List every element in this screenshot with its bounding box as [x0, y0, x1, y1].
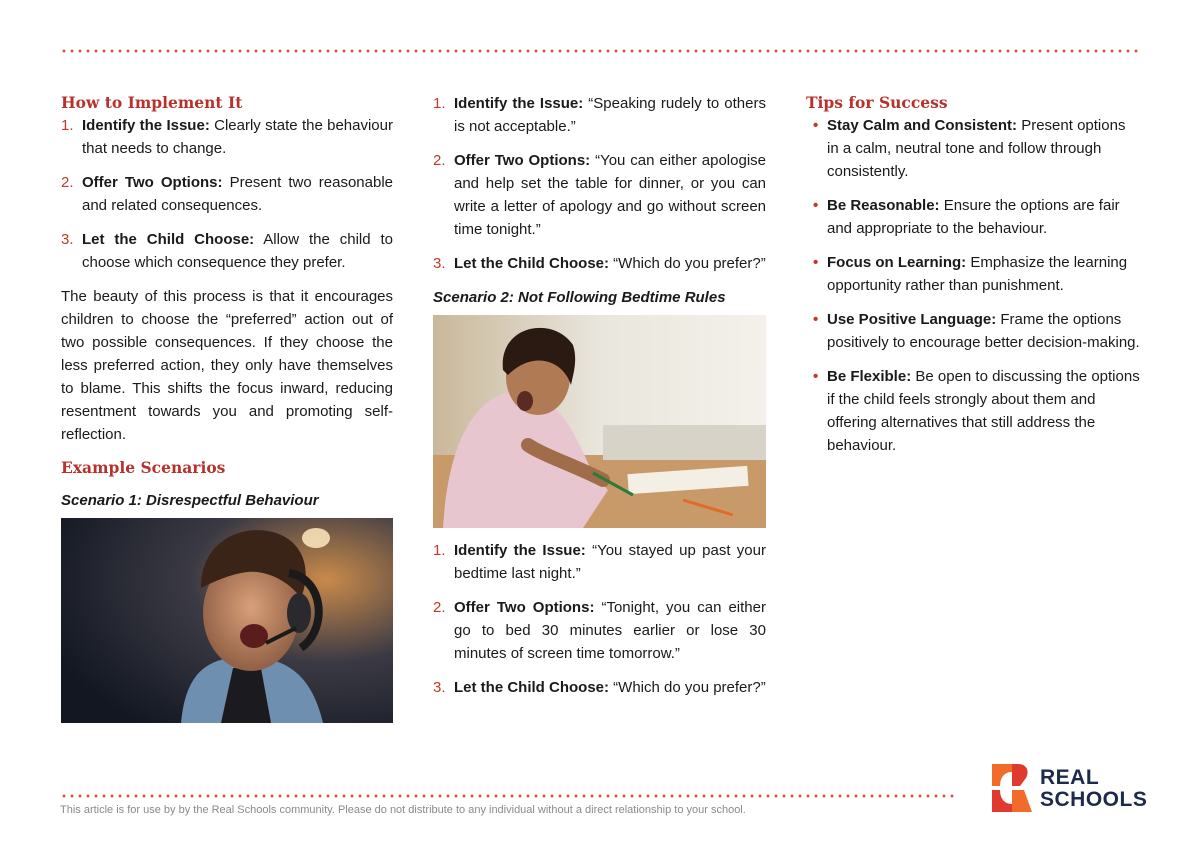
real-schools-logo [992, 764, 1147, 812]
list-item: 1. Identify the Issue: “Speaking rudely to others is not acceptable.” [433, 95, 766, 135]
column-how-to-implement [61, 92, 393, 723]
list-item: • Use Positive Language: Frame the options positively to encourage better decision-making. [806, 308, 1140, 354]
list-item: 2. Offer Two Options: “Tonight, you can either go to bed 30 minutes earlier or lose 30 minutes of screen time tomorrow.” [433, 599, 766, 662]
list-item: 3. Let the Child Choose: “Which do you prefer?” [433, 255, 766, 272]
top-dotted-divider [60, 49, 1142, 53]
column-scenarios [433, 92, 766, 710]
bottom-dotted-divider [60, 794, 956, 798]
scenario-1-photo [61, 518, 393, 723]
list-item: 3. Let the Child Choose: Allow the child to choose which consequence they prefer. [61, 231, 393, 271]
list-item: • Stay Calm and Consistent: Present options in a calm, neutral tone and follow through consistently. [806, 114, 1140, 183]
scenario-1-title: Scenario 1: Disrespectful Behaviour [61, 492, 319, 509]
how-to-implement-heading: How to Implement It [61, 93, 243, 112]
footer-disclaimer: This article is for use by by the Real Schools community. Please do not distribute to any individual without a direct relationship to your school. [60, 804, 746, 816]
tips-heading: Tips for Success [806, 93, 948, 112]
real-schools-logo-icon [992, 764, 1032, 812]
list-item: • Be Reasonable: Ensure the options are fair and appropriate to the behaviour. [806, 194, 1140, 240]
scenario-2-steps-list [433, 539, 766, 699]
example-scenarios-heading: Example Scenarios [61, 458, 226, 477]
scenario-2-photo [433, 315, 766, 528]
list-item: • Be Flexible: Be open to discussing the options if the child feels strongly about them and offering alternatives that still address the behaviour. [806, 365, 1140, 457]
list-item: 1. Identify the Issue: Clearly state the behaviour that needs to change. [61, 117, 393, 157]
bullet-icon: • [813, 117, 819, 134]
bullet-icon: • [813, 368, 819, 385]
column-tips [806, 92, 1140, 468]
process-paragraph: The beauty of this process is that it encourages children to choose the “preferred” action out of two possible consequences. If they choose the less preferred action, they only have themselves to blame. This shifts the focus inward, reducing resentment towards you and promoting self-reflection. [61, 288, 393, 443]
scenario-2-title: Scenario 2: Not Following Bedtime Rules [433, 289, 726, 306]
implement-steps-list [61, 114, 393, 274]
tips-list [806, 114, 1140, 457]
logo-line-schools: SCHOOLS [1040, 788, 1148, 811]
list-item: 2. Offer Two Options: Present two reasonable and related consequences. [61, 174, 393, 214]
scenario-1-steps-list [433, 92, 766, 275]
bullet-icon: • [813, 197, 819, 214]
bullet-icon: • [813, 254, 819, 271]
list-item: • Focus on Learning: Emphasize the learning opportunity rather than punishment. [806, 251, 1140, 297]
list-item: 1. Identify the Issue: “You stayed up past your bedtime last night.” [433, 542, 766, 582]
list-item: 3. Let the Child Choose: “Which do you prefer?” [433, 679, 766, 696]
bullet-icon: • [813, 311, 819, 328]
logo-line-real: REAL [1040, 766, 1100, 789]
list-item: 2. Offer Two Options: “You can either apologise and help set the table for dinner, or you can write a letter of apology and go without screen time tonight.” [433, 152, 766, 238]
